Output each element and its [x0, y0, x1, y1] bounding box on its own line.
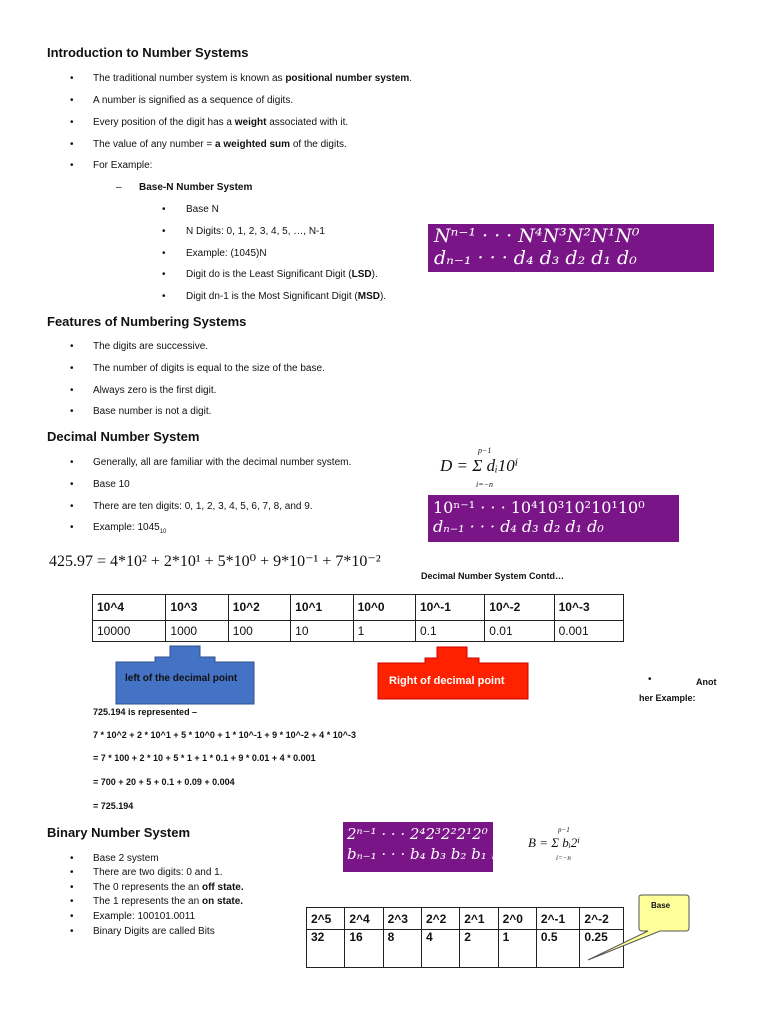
table-cell: 2^-1 — [536, 908, 580, 930]
base-n-bullet-2: N Digits: 0, 1, 2, 3, 4, 5, …, N-1 — [186, 226, 325, 237]
table-cell: 1000 — [166, 620, 228, 641]
base-n-formula-box — [428, 224, 714, 272]
intro-bullet-5: For Example: — [93, 160, 153, 171]
intro-title: Introduction to Number Systems — [47, 45, 249, 60]
intro-bullet-2: A number is signified as a sequence of digits. — [93, 95, 294, 106]
another-example-b: her Example: — [639, 693, 696, 703]
step-1: 725.194 is represented – — [93, 707, 198, 717]
binary-bullet-2: There are two digits: 0 and 1. — [93, 867, 223, 878]
table-cell: 1 — [353, 620, 415, 641]
table-cell: 2^4 — [345, 908, 383, 930]
intro-bullet-3: Every position of the digit has a weight associated with it. — [93, 117, 349, 128]
right-arrow-callout — [377, 646, 529, 700]
base-n-bullet-1: Base N — [186, 204, 219, 215]
decimal-place-table — [92, 594, 624, 642]
base-callout-bubble — [580, 893, 692, 963]
step-2: 7 * 10^2 + 2 * 10^1 + 5 * 10^0 + 1 * 10^-1 + 9 * 10^-2 + 4 * 10^-3 — [93, 730, 356, 740]
table-cell: 10^1 — [291, 595, 353, 621]
table-cell: 32 — [307, 930, 345, 968]
binary-title: Binary Number System — [47, 825, 191, 840]
base-n-heading: Base-N Number System — [139, 182, 253, 193]
table-cell: 10^-1 — [415, 595, 484, 621]
decimal-formula-line1: 10ⁿ⁻¹ · · · 10⁴10³10²10¹10⁰ — [433, 498, 645, 517]
binary-bullet-6: Binary Digits are called Bits — [93, 926, 215, 937]
table-cell: 2^3 — [383, 908, 421, 930]
features-bullet-3: Always zero is the first digit. — [93, 385, 217, 396]
binary-bullet-3: The 0 represents the an off state. — [93, 882, 244, 893]
table-cell: 8 — [383, 930, 421, 968]
step-4: = 700 + 20 + 5 + 0.1 + 0.09 + 0.004 — [93, 777, 235, 787]
base-n-bullet-3: Example: (1045)N — [186, 248, 267, 259]
base-n-formula-line1: Nⁿ⁻¹ · · · N⁴N³N²N¹N⁰ — [434, 225, 640, 247]
table-cell: 2^0 — [498, 908, 536, 930]
table-cell: 10^4 — [93, 595, 166, 621]
binary-bullet-1: Base 2 system — [93, 853, 159, 864]
table-cell: 2^5 — [307, 908, 345, 930]
table-cell: 2^-2 — [580, 908, 624, 930]
table-cell: 0.25 — [580, 930, 624, 968]
base-n-bullet-4: Digit do is the Least Significant Digit (LSD). — [186, 269, 378, 280]
features-bullet-4: Base number is not a digit. — [93, 406, 212, 417]
right-of-decimal-label: Right of decimal point — [389, 675, 505, 687]
binary-place-table — [306, 907, 624, 968]
base-n-formula-line2: dₙ₋₁ · · · d₄ d₃ d₂ d₁ d₀ — [434, 247, 637, 269]
another-example-a: Anot — [696, 677, 717, 687]
binary-formula-box — [343, 822, 508, 872]
table-row — [307, 908, 624, 930]
table-cell: 10 — [291, 620, 353, 641]
table-cell: 0.001 — [554, 620, 623, 641]
decimal-bullet-1: Generally, all are familiar with the decimal number system. — [93, 457, 352, 468]
decimal-title: Decimal Number System — [47, 429, 200, 444]
table-cell: 10^-3 — [554, 595, 623, 621]
table-cell: 2 — [460, 930, 498, 968]
decimal-bullet-4: Example: $1045_{10}$ — [93, 522, 167, 535]
table-cell: 0.1 — [415, 620, 484, 641]
binary-formula-line1: 2ⁿ⁻¹ · · · 2⁴2³2²2¹2⁰ — [347, 825, 488, 843]
table-cell: 2^1 — [460, 908, 498, 930]
decimal-bullet-3: There are ten digits: 0, 1, 2, 3, 4, 5, 6, 7, 8, and 9. — [93, 501, 313, 512]
left-of-decimal-label: left of the decimal point — [125, 673, 238, 684]
intro-bullet-4: The value of any number = a weighted sum of the digits. — [93, 139, 347, 150]
table-cell: 0.5 — [536, 930, 580, 968]
decimal-bullet-2: Base 10 — [93, 479, 130, 490]
decimal-formula-line2: dₙ₋₁ · · · d₄ d₃ d₂ d₁ d₀ — [433, 517, 604, 536]
base-callout-label: Base — [651, 901, 671, 910]
table-cell: 10^2 — [228, 595, 290, 621]
binary-bullet-5: Example: 100101.0011 — [93, 911, 196, 922]
decimal-expansion: 425.97 = 4*10² + 2*10¹ + 5*10⁰ + 9*10⁻¹ + 7*10⁻² — [49, 553, 381, 570]
base-n-bullet-5: Digit dn-1 is the Most Significant Digit (MSD). — [186, 291, 387, 302]
intro-bullet-1: The traditional number system is known as positional number system. — [93, 73, 413, 84]
binary-formula-line2: bₙ₋₁ · · · b₄ b₃ b₂ b₁ b₀ — [347, 845, 508, 863]
decimal-contd-label: Decimal Number System Contd… — [421, 571, 565, 581]
table-cell: 1 — [498, 930, 536, 968]
features-bullet-2: The number of digits is equal to the size of the base. — [93, 363, 325, 374]
binary-bullet-4: The 1 represents the an on state. — [93, 896, 244, 907]
table-cell: 10^-2 — [485, 595, 554, 621]
table-row — [93, 620, 624, 641]
decimal-formula-box — [428, 495, 679, 542]
step-5: = 725.194 — [93, 801, 134, 811]
step-3: = 7 * 100 + 2 * 10 + 5 * 1 + 1 * 0.1 + 9 * 0.01 + 4 * 0.001 — [93, 753, 316, 763]
table-cell: 10000 — [93, 620, 166, 641]
table-cell: 4 — [421, 930, 459, 968]
table-row — [93, 595, 624, 621]
table-cell: 10^3 — [166, 595, 228, 621]
features-bullet-1: The digits are successive. — [93, 341, 209, 352]
table-cell: 10^0 — [353, 595, 415, 621]
table-cell: 2^2 — [421, 908, 459, 930]
features-title: Features of Numbering Systems — [47, 314, 247, 329]
table-cell: 100 — [228, 620, 290, 641]
table-cell: 16 — [345, 930, 383, 968]
table-row — [307, 930, 624, 968]
table-cell: 0.01 — [485, 620, 554, 641]
